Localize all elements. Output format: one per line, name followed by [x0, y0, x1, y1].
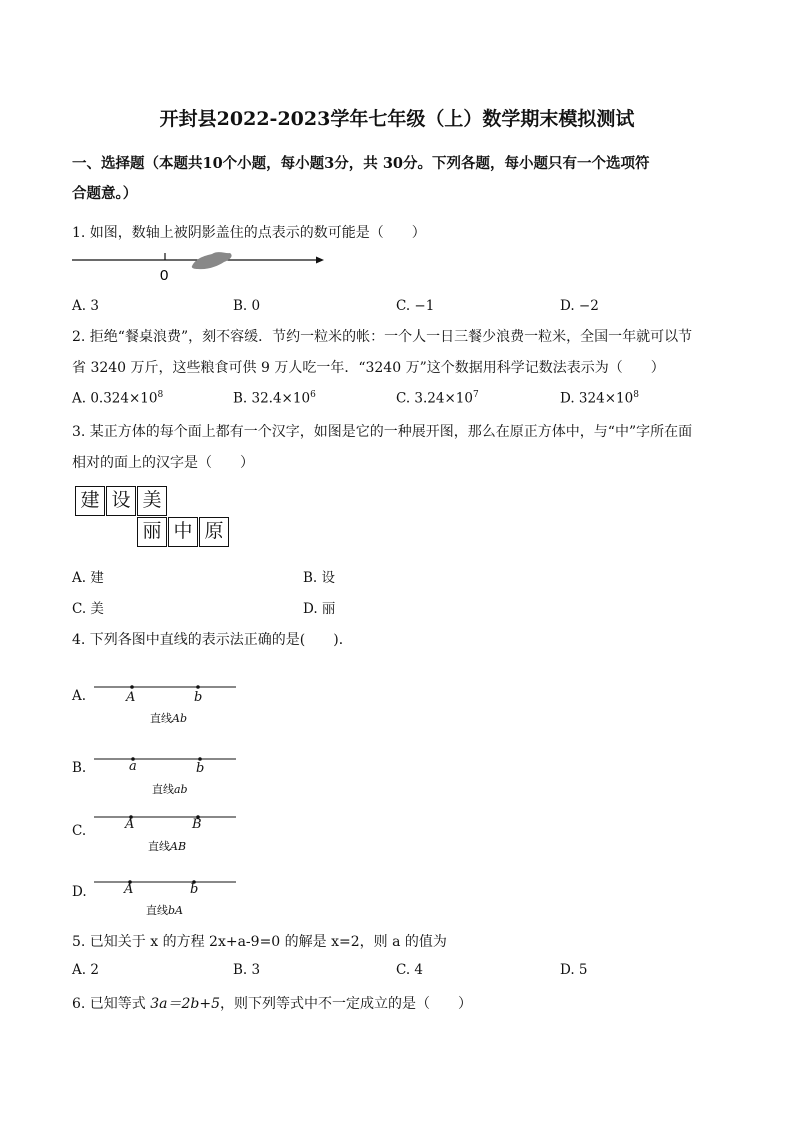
q4-option-a-letter: A.: [72, 688, 87, 704]
q1-option-c[interactable]: C. −1: [396, 298, 435, 314]
net-cell-yuan: 原: [199, 517, 229, 547]
number-line-arrow: [316, 257, 324, 264]
q4-a-caption: 直线Ab: [150, 712, 187, 725]
shadow-blob: [192, 252, 232, 269]
q5-option-b[interactable]: B. 3: [233, 962, 261, 978]
question-3-line2: 相对的面上的汉字是（ ）: [72, 455, 254, 471]
question-3-line1: 3. 某正方体的每个面上都有一个汉字，如图是它的一种展开图，那么在原正方体中，与“中”字所在面: [72, 424, 693, 440]
question-1-stem: 1. 如图，数轴上被阴影盖住的点表示的数可能是（ ）: [72, 225, 426, 241]
q3-option-d[interactable]: D. 丽: [303, 601, 336, 617]
q4-d-point2: b: [190, 882, 199, 897]
question-2-line1: 2. 拒绝“餐桌浪费”，刻不容缓．节约一粒米的帐：一个人一日三餐少浪费一粒米，全国一年就可以节: [72, 329, 693, 345]
q4-option-c-letter: C.: [72, 823, 87, 839]
net-cell-li: 丽: [137, 517, 167, 547]
q5-option-c[interactable]: C. 4: [396, 962, 424, 978]
q2-option-b[interactable]: B. $32.4\times 10^6$: [233, 390, 316, 407]
q4-a-point2: b: [194, 690, 203, 705]
net-cell-jian: 建: [75, 486, 105, 516]
q2-option-d[interactable]: D. $324\times 10^8$: [560, 390, 639, 407]
q4-d-point1: A: [124, 882, 134, 897]
q3-option-a[interactable]: A. 建: [72, 570, 104, 586]
zero-label: 0: [160, 267, 169, 284]
q4-b-caption: 直线ab: [152, 783, 188, 796]
q4-option-d-letter: D.: [72, 884, 87, 900]
net-cell-zhong: 中: [168, 517, 198, 547]
net-cell-she: 设: [106, 486, 136, 516]
q4-c-line: [90, 810, 240, 822]
question-6-stem: 6. 已知等式 3a＝2b+5，则下列等式中不一定成立的是（ ）: [72, 996, 473, 1012]
q5-option-d[interactable]: D. 5: [560, 962, 588, 978]
q4-b-point2: b: [196, 761, 205, 776]
question-5-stem: 5. 已知关于 x 的方程 2x+a-9=0 的解是 x=2，则 a 的值为: [72, 934, 447, 950]
q4-c-point2: B: [192, 817, 202, 832]
page-title: 开封县2022-2023学年七年级（上）数学期末模拟测试: [159, 108, 635, 130]
q4-d-line: [90, 875, 240, 887]
q4-option-b-letter: B.: [72, 760, 87, 776]
q1-option-b[interactable]: B. 0: [233, 298, 261, 314]
q4-c-caption: 直线AB: [148, 840, 187, 853]
q3-option-b[interactable]: B. 设: [303, 570, 336, 586]
q4-a-point1: A: [126, 690, 136, 705]
q1-option-a[interactable]: A. 3: [72, 298, 99, 314]
q2-option-a[interactable]: A. $0.324\times 10^8$: [72, 390, 164, 407]
q4-b-line: [90, 752, 240, 764]
q1-option-d[interactable]: D. −2: [560, 298, 599, 314]
q4-b-point1: a: [129, 759, 137, 774]
section-heading: 一、选择题（本题共10个小题，每小题3分，共 30分。下列各题，每小题只有一个选项符: [72, 155, 650, 172]
q4-c-point1: A: [125, 817, 135, 832]
question-2-line2: 省 3240 万斤，这些粮食可供 9 万人吃一年．“3240 万”这个数据用科学记数法表示为（ ）: [72, 360, 665, 376]
question-4-stem: 4. 下列各图中直线的表示法正确的是( )．: [72, 632, 353, 648]
q2-option-c[interactable]: C. $3.24\times 10^7$: [396, 390, 479, 407]
q5-option-a[interactable]: A. 2: [72, 962, 99, 978]
net-cell-mei: 美: [137, 486, 167, 516]
q4-d-caption: 直线bA: [146, 904, 183, 917]
q3-option-c[interactable]: C. 美: [72, 601, 104, 617]
number-line-figure: [70, 244, 330, 284]
section-heading-cont: 合题意。）: [72, 185, 138, 202]
q4-a-line: [90, 680, 240, 692]
